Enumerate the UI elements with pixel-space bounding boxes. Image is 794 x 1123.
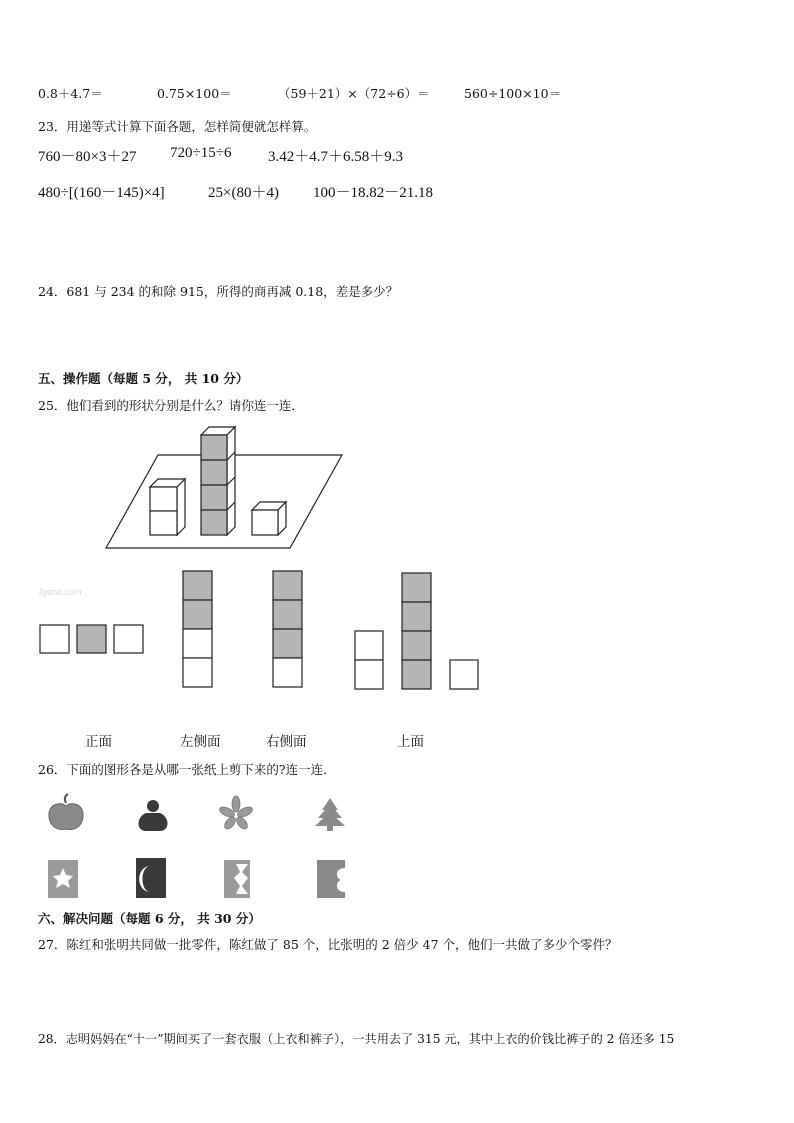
label-left-side: 左侧面 [180, 734, 221, 750]
quick-calc-4: 560÷100×10＝ [464, 86, 562, 101]
q24-prompt: 24．681 与 234 的和除 915，所得的商再减 0.18，差是多少？ [38, 284, 399, 299]
q23-expr-1: 760－80×3＋27 [38, 149, 137, 165]
section-6-heading: 六、解决问题（每题 6 分， 共 30 分） [38, 911, 261, 926]
bump-cut-paper[interactable] [317, 860, 345, 898]
q27-prompt: 27．陈红和张明共同做一批零件，陈红做了 85 个，比张明的 2 倍少 47 个，他们一共做了多少个零件？ [38, 937, 618, 952]
q23-expr-4: 480÷[(160－145)×4] [38, 185, 165, 201]
zigzag-cut-paper[interactable] [224, 860, 250, 898]
moon-cut-paper[interactable] [136, 858, 166, 898]
watermark: Jyeoo.com [38, 587, 82, 597]
q28-prompt: 28．志明妈妈在“十一”期间买了一套衣服（上衣和裤子），一共用去了 315 元，其中上衣的价钱比裤子的 2 倍还多 15 [38, 1032, 675, 1046]
q23-expr-3: 3.42＋4.7＋6.58＋9.3 [268, 149, 404, 165]
quick-calc-2: 0.75×100＝ [157, 86, 232, 101]
q26-prompt: 26．下面的图形各是从哪一张纸上剪下来的?连一连． [38, 762, 336, 777]
flower-shape[interactable] [218, 796, 254, 831]
quick-calc-1: 0.8＋4.7＝ [38, 86, 103, 101]
label-right-side: 右侧面 [266, 734, 307, 750]
star-cut-paper[interactable] [48, 860, 78, 898]
section-5-heading: 五、操作题（每题 5 分， 共 10 分） [38, 371, 249, 386]
q23-prompt: 23．用递等式计算下面各题，怎样简便就怎样算。 [38, 119, 317, 134]
q25-prompt: 25．他们看到的形状分别是什么？请你连一连． [38, 398, 304, 413]
tree-shape[interactable] [315, 798, 345, 831]
apple-shape[interactable] [49, 794, 83, 830]
q23-expr-6: 100－18.82－21.18 [313, 185, 434, 201]
gourd-shape[interactable] [139, 800, 168, 831]
label-front: 正面 [85, 734, 112, 750]
q23-expr-2: 720÷15÷6 [170, 145, 232, 161]
label-top: 上面 [397, 734, 424, 750]
quick-calc-3: （59＋21）×（72÷6）＝ [278, 86, 430, 101]
q23-expr-5: 25×(80＋4) [208, 185, 279, 201]
